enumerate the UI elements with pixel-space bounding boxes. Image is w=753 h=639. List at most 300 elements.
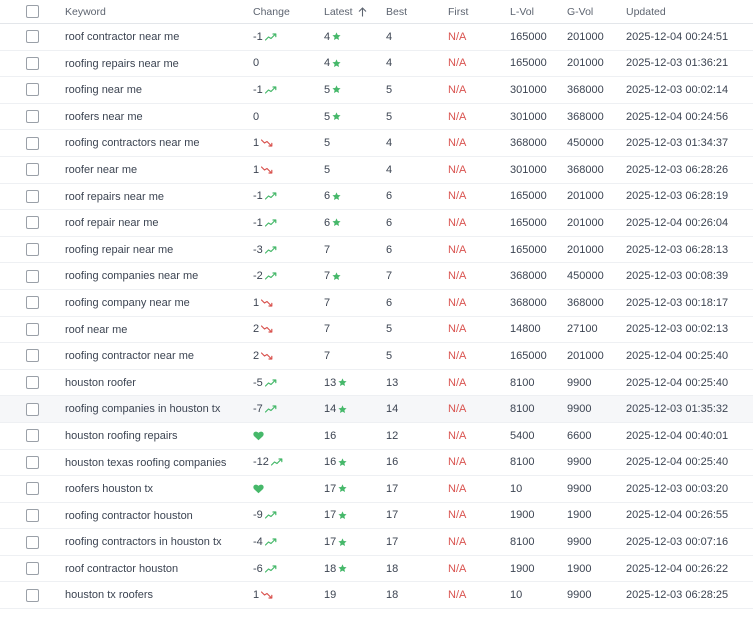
table-row[interactable] bbox=[0, 290, 753, 317]
change-cell bbox=[253, 290, 313, 316]
table-row[interactable] bbox=[0, 130, 753, 157]
header-keyword[interactable]: Keyword bbox=[65, 6, 106, 18]
best-cell: 16 bbox=[386, 456, 399, 469]
change-cell bbox=[253, 24, 313, 50]
first-cell: N/A bbox=[448, 57, 467, 70]
updated-cell: 2025-12-04 00:26:04 bbox=[626, 216, 729, 229]
latest-value: 5 bbox=[324, 83, 331, 96]
first-cell: N/A bbox=[448, 110, 467, 123]
first-cell: N/A bbox=[448, 429, 467, 442]
change-value: -2 bbox=[253, 270, 263, 283]
latest-cell bbox=[324, 104, 379, 130]
best-cell: 17 bbox=[386, 482, 399, 495]
keyword-cell[interactable]: roofing contractors near me bbox=[65, 137, 200, 150]
gvol-cell: 201000 bbox=[567, 30, 604, 43]
latest-cell bbox=[324, 263, 379, 289]
best-cell: 6 bbox=[386, 216, 393, 229]
change-value: 1 bbox=[253, 163, 260, 176]
latest-cell bbox=[324, 130, 379, 156]
trend-up-icon bbox=[271, 458, 283, 466]
keyword-cell[interactable]: houston tx roofers bbox=[65, 589, 154, 602]
change-value: -1 bbox=[253, 83, 263, 96]
latest-cell bbox=[324, 237, 379, 263]
keyword-cell[interactable]: roof repair near me bbox=[65, 217, 159, 230]
trend-down-icon bbox=[261, 166, 273, 174]
keyword-cell[interactable]: roof near me bbox=[65, 323, 128, 336]
latest-cell bbox=[324, 343, 379, 369]
best-cell: 5 bbox=[386, 83, 393, 96]
best-cell: 4 bbox=[386, 137, 393, 150]
latest-value: 17 bbox=[324, 509, 337, 522]
gvol-cell: 201000 bbox=[567, 216, 604, 229]
row-select-cell bbox=[26, 503, 42, 529]
star-icon bbox=[332, 59, 341, 68]
trend-down-icon bbox=[261, 325, 273, 333]
row-select-cell bbox=[26, 582, 42, 608]
star-icon bbox=[338, 484, 347, 493]
change-value: 0 bbox=[253, 57, 260, 70]
keyword-cell[interactable]: roofing contractor houston bbox=[65, 509, 193, 522]
first-cell: N/A bbox=[448, 456, 467, 469]
updated-cell: 2025-12-03 00:02:14 bbox=[626, 83, 729, 96]
star-icon bbox=[338, 538, 347, 547]
row-select-cell bbox=[26, 184, 42, 210]
updated-cell: 2025-12-03 00:07:16 bbox=[626, 536, 729, 549]
gvol-cell: 368000 bbox=[567, 163, 604, 176]
keyword-cell[interactable]: roofers houston tx bbox=[65, 483, 154, 496]
change-cell bbox=[253, 157, 313, 183]
gvol-cell: 201000 bbox=[567, 57, 604, 70]
star-icon bbox=[332, 85, 341, 94]
table-row[interactable] bbox=[0, 77, 753, 104]
updated-cell: 2025-12-04 00:26:22 bbox=[626, 562, 729, 575]
first-cell: N/A bbox=[448, 243, 467, 256]
trend-up-icon bbox=[265, 86, 277, 94]
first-cell: N/A bbox=[448, 83, 467, 96]
row-checkbox[interactable] bbox=[26, 562, 39, 575]
first-cell: N/A bbox=[448, 536, 467, 549]
best-cell: 13 bbox=[386, 376, 399, 389]
row-select-cell bbox=[26, 237, 42, 263]
updated-cell: 2025-12-03 00:02:13 bbox=[626, 323, 729, 336]
row-select-cell bbox=[26, 263, 42, 289]
star-icon bbox=[338, 378, 347, 387]
change-cell bbox=[253, 450, 313, 476]
change-value: -5 bbox=[253, 376, 263, 389]
change-cell bbox=[253, 529, 313, 555]
table-row[interactable] bbox=[0, 263, 753, 290]
latest-cell bbox=[324, 157, 379, 183]
best-cell: 14 bbox=[386, 403, 399, 416]
row-select-cell bbox=[26, 529, 42, 555]
star-icon bbox=[338, 458, 347, 467]
best-cell: 6 bbox=[386, 190, 393, 203]
updated-cell: 2025-12-04 00:26:55 bbox=[626, 509, 729, 522]
table-row[interactable] bbox=[0, 450, 753, 477]
table-row[interactable] bbox=[0, 582, 753, 609]
change-cell bbox=[253, 423, 313, 449]
latest-value: 7 bbox=[324, 323, 331, 336]
change-cell bbox=[253, 556, 313, 582]
latest-cell bbox=[324, 529, 379, 555]
keyword-cell[interactable]: roofing repair near me bbox=[65, 243, 174, 256]
star-icon bbox=[338, 564, 347, 573]
header-first[interactable]: First bbox=[448, 5, 469, 18]
row-checkbox[interactable] bbox=[26, 376, 39, 389]
trend-up-icon bbox=[265, 272, 277, 280]
trend-up-icon bbox=[265, 538, 277, 546]
keyword-cell[interactable]: roof repairs near me bbox=[65, 190, 165, 203]
latest-value: 18 bbox=[324, 562, 337, 575]
latest-value: 17 bbox=[324, 536, 337, 549]
lvol-cell: 165000 bbox=[510, 30, 547, 43]
best-cell: 4 bbox=[386, 163, 393, 176]
latest-value: 4 bbox=[324, 30, 331, 43]
row-checkbox[interactable] bbox=[26, 296, 39, 309]
row-select-cell bbox=[26, 450, 42, 476]
sort-ascending-icon bbox=[358, 7, 367, 17]
header-change[interactable]: Change bbox=[253, 5, 290, 18]
trend-up-icon bbox=[265, 405, 277, 413]
row-checkbox[interactable] bbox=[26, 30, 39, 43]
lvol-cell: 8100 bbox=[510, 536, 535, 549]
change-value: -9 bbox=[253, 509, 263, 522]
change-value: -3 bbox=[253, 243, 263, 256]
change-value: -12 bbox=[253, 456, 269, 469]
latest-value: 5 bbox=[324, 163, 331, 176]
lvol-cell: 10 bbox=[510, 482, 523, 495]
select-all-cell bbox=[26, 0, 42, 23]
best-cell: 6 bbox=[386, 243, 393, 256]
row-select-cell bbox=[26, 423, 42, 449]
latest-value: 7 bbox=[324, 296, 331, 309]
gvol-cell: 9900 bbox=[567, 376, 592, 389]
row-select-cell bbox=[26, 556, 42, 582]
best-cell: 18 bbox=[386, 589, 399, 602]
keyword-cell[interactable]: roof contractor houston bbox=[65, 562, 179, 575]
gvol-cell: 450000 bbox=[567, 270, 604, 283]
star-icon bbox=[338, 405, 347, 414]
header-lvol[interactable]: L-Vol bbox=[510, 5, 534, 18]
change-cell bbox=[253, 582, 313, 608]
gvol-cell: 368000 bbox=[567, 83, 604, 96]
change-value: -6 bbox=[253, 562, 263, 575]
table-row[interactable] bbox=[0, 529, 753, 556]
lvol-cell: 5400 bbox=[510, 429, 535, 442]
trend-up-icon bbox=[265, 511, 277, 519]
trend-down-icon bbox=[261, 139, 273, 147]
latest-value: 19 bbox=[324, 589, 337, 602]
row-checkbox[interactable] bbox=[26, 509, 39, 522]
latest-value: 7 bbox=[324, 243, 331, 256]
lvol-cell: 165000 bbox=[510, 349, 547, 362]
updated-cell: 2025-12-03 01:35:32 bbox=[626, 403, 729, 416]
table-row[interactable] bbox=[0, 370, 753, 397]
row-select-cell bbox=[26, 24, 42, 50]
gvol-cell: 450000 bbox=[567, 137, 604, 150]
row-checkbox[interactable] bbox=[26, 403, 39, 416]
change-value: -1 bbox=[253, 216, 263, 229]
keyword-cell[interactable]: roofers near me bbox=[65, 110, 143, 123]
latest-value: 16 bbox=[324, 456, 337, 469]
row-select-cell bbox=[26, 130, 42, 156]
keyword-cell[interactable]: roofing repairs near me bbox=[65, 57, 179, 70]
header-latest-label: Latest bbox=[324, 5, 353, 18]
updated-cell: 2025-12-04 00:24:51 bbox=[626, 30, 729, 43]
table-row[interactable] bbox=[0, 210, 753, 237]
latest-value: 16 bbox=[324, 429, 337, 442]
lvol-cell: 8100 bbox=[510, 403, 535, 416]
first-cell: N/A bbox=[448, 323, 467, 336]
row-select-cell bbox=[26, 343, 42, 369]
change-value: 1 bbox=[253, 296, 260, 309]
select-all-checkbox[interactable] bbox=[26, 5, 39, 18]
lvol-cell: 368000 bbox=[510, 137, 547, 150]
latest-value: 14 bbox=[324, 403, 337, 416]
latest-value: 13 bbox=[324, 376, 337, 389]
row-checkbox[interactable] bbox=[26, 456, 39, 469]
keyword-cell[interactable]: roofing companies in houston tx bbox=[65, 403, 221, 416]
best-cell: 4 bbox=[386, 30, 393, 43]
row-select-cell bbox=[26, 290, 42, 316]
best-cell: 17 bbox=[386, 536, 399, 549]
gvol-cell: 9900 bbox=[567, 536, 592, 549]
lvol-cell: 301000 bbox=[510, 110, 547, 123]
header-latest[interactable] bbox=[324, 0, 379, 23]
table-row[interactable] bbox=[0, 476, 753, 503]
lvol-cell: 165000 bbox=[510, 243, 547, 256]
latest-cell bbox=[324, 396, 379, 422]
row-checkbox[interactable] bbox=[26, 163, 39, 176]
first-cell: N/A bbox=[448, 190, 467, 203]
row-checkbox[interactable] bbox=[26, 243, 39, 256]
row-checkbox[interactable] bbox=[26, 137, 39, 150]
gvol-cell: 9900 bbox=[567, 456, 592, 469]
keyword-cell[interactable]: houston texas roofing companies bbox=[65, 456, 227, 469]
first-cell: N/A bbox=[448, 349, 467, 362]
row-checkbox[interactable] bbox=[26, 270, 39, 283]
row-select-cell bbox=[26, 77, 42, 103]
change-cell bbox=[253, 317, 313, 343]
trend-up-icon bbox=[265, 192, 277, 200]
header-best[interactable]: Best bbox=[386, 5, 408, 18]
star-icon bbox=[338, 511, 347, 520]
lvol-cell: 10 bbox=[510, 589, 523, 602]
best-cell: 12 bbox=[386, 429, 399, 442]
latest-value: 6 bbox=[324, 216, 331, 229]
updated-cell: 2025-12-03 06:28:25 bbox=[626, 589, 729, 602]
first-cell: N/A bbox=[448, 216, 467, 229]
table-row[interactable] bbox=[0, 396, 753, 423]
updated-cell: 2025-12-03 06:28:13 bbox=[626, 243, 729, 256]
keyword-cell[interactable]: houston roofer bbox=[65, 376, 136, 389]
updated-cell: 2025-12-03 00:03:20 bbox=[626, 482, 729, 495]
change-cell bbox=[253, 263, 313, 289]
table-row[interactable] bbox=[0, 343, 753, 370]
star-icon bbox=[332, 218, 341, 227]
lvol-cell: 165000 bbox=[510, 57, 547, 70]
row-checkbox[interactable] bbox=[26, 429, 39, 442]
latest-cell bbox=[324, 317, 379, 343]
table-row[interactable] bbox=[0, 423, 753, 450]
trend-up-icon bbox=[265, 33, 277, 41]
latest-value: 5 bbox=[324, 110, 331, 123]
table-row[interactable] bbox=[0, 51, 753, 78]
latest-cell bbox=[324, 503, 379, 529]
change-value: -1 bbox=[253, 190, 263, 203]
table-row[interactable] bbox=[0, 237, 753, 264]
latest-value: 17 bbox=[324, 482, 337, 495]
change-cell bbox=[253, 370, 313, 396]
star-icon bbox=[332, 32, 341, 41]
updated-cell: 2025-12-04 00:24:56 bbox=[626, 110, 729, 123]
lvol-cell: 301000 bbox=[510, 83, 547, 96]
row-checkbox[interactable] bbox=[26, 110, 39, 123]
row-select-cell bbox=[26, 317, 42, 343]
updated-cell: 2025-12-04 00:25:40 bbox=[626, 349, 729, 362]
heart-icon bbox=[253, 431, 264, 441]
updated-cell: 2025-12-03 06:28:19 bbox=[626, 190, 729, 203]
table-row[interactable] bbox=[0, 104, 753, 131]
change-cell bbox=[253, 130, 313, 156]
keyword-cell[interactable]: houston roofing repairs bbox=[65, 429, 178, 442]
first-cell: N/A bbox=[448, 589, 467, 602]
table-row[interactable] bbox=[0, 503, 753, 530]
first-cell: N/A bbox=[448, 482, 467, 495]
change-cell bbox=[253, 51, 313, 77]
row-checkbox[interactable] bbox=[26, 349, 39, 362]
keyword-cell[interactable]: roofing near me bbox=[65, 84, 143, 97]
first-cell: N/A bbox=[448, 403, 467, 416]
best-cell: 5 bbox=[386, 349, 393, 362]
best-cell: 7 bbox=[386, 270, 393, 283]
latest-cell bbox=[324, 184, 379, 210]
lvol-cell: 301000 bbox=[510, 163, 547, 176]
gvol-cell: 201000 bbox=[567, 190, 604, 203]
change-cell bbox=[253, 476, 313, 502]
table-row[interactable] bbox=[0, 157, 753, 184]
lvol-cell: 8100 bbox=[510, 376, 535, 389]
heart-icon bbox=[253, 484, 264, 494]
first-cell: N/A bbox=[448, 270, 467, 283]
row-checkbox[interactable] bbox=[26, 482, 39, 495]
gvol-cell: 9900 bbox=[567, 482, 592, 495]
trend-up-icon bbox=[265, 379, 277, 387]
row-select-cell bbox=[26, 104, 42, 130]
keyword-cell[interactable]: roof contractor near me bbox=[65, 31, 180, 43]
best-cell: 5 bbox=[386, 110, 393, 123]
updated-cell: 2025-12-03 01:34:37 bbox=[626, 137, 729, 150]
row-checkbox[interactable] bbox=[26, 190, 39, 203]
row-checkbox[interactable] bbox=[26, 216, 39, 229]
row-select-cell bbox=[26, 370, 42, 396]
gvol-cell: 6600 bbox=[567, 429, 592, 442]
gvol-cell: 1900 bbox=[567, 562, 592, 575]
row-checkbox[interactable] bbox=[26, 83, 39, 96]
row-checkbox[interactable] bbox=[26, 323, 39, 336]
latest-cell bbox=[324, 24, 379, 50]
lvol-cell: 1900 bbox=[510, 509, 535, 522]
lvol-cell: 14800 bbox=[510, 323, 541, 336]
table-row[interactable] bbox=[0, 317, 753, 344]
star-icon bbox=[332, 192, 341, 201]
best-cell: 6 bbox=[386, 296, 393, 309]
latest-value: 4 bbox=[324, 57, 331, 70]
lvol-cell: 8100 bbox=[510, 456, 535, 469]
keyword-cell[interactable]: roofing companies near me bbox=[65, 270, 199, 283]
updated-cell: 2025-12-03 06:28:26 bbox=[626, 163, 729, 176]
row-select-cell bbox=[26, 210, 42, 236]
trend-down-icon bbox=[261, 299, 273, 307]
table-row[interactable] bbox=[0, 24, 753, 51]
keyword-cell[interactable]: roofing contractor near me bbox=[65, 350, 195, 363]
trend-up-icon bbox=[265, 219, 277, 227]
latest-cell bbox=[324, 450, 379, 476]
latest-cell bbox=[324, 582, 379, 608]
best-cell: 5 bbox=[386, 323, 393, 336]
change-value: -7 bbox=[253, 403, 263, 416]
row-select-cell bbox=[26, 396, 42, 422]
row-select-cell bbox=[26, 51, 42, 77]
best-cell: 17 bbox=[386, 509, 399, 522]
keyword-cell[interactable]: roofing contractors in houston tx bbox=[65, 536, 222, 549]
updated-cell: 2025-12-04 00:25:40 bbox=[626, 376, 729, 389]
latest-cell bbox=[324, 290, 379, 316]
first-cell: N/A bbox=[448, 163, 467, 176]
change-value: 1 bbox=[253, 137, 260, 150]
keyword-cell[interactable]: roofing company near me bbox=[65, 296, 190, 309]
change-cell bbox=[253, 503, 313, 529]
first-cell: N/A bbox=[448, 30, 467, 43]
change-cell bbox=[253, 343, 313, 369]
header-updated[interactable]: Updated bbox=[626, 5, 666, 18]
latest-value: 7 bbox=[324, 270, 331, 283]
row-checkbox[interactable] bbox=[26, 589, 39, 602]
first-cell: N/A bbox=[448, 509, 467, 522]
first-cell: N/A bbox=[448, 137, 467, 150]
table-row[interactable] bbox=[0, 556, 753, 583]
gvol-cell: 9900 bbox=[567, 589, 592, 602]
lvol-cell: 368000 bbox=[510, 296, 547, 309]
gvol-cell: 201000 bbox=[567, 349, 604, 362]
table-body bbox=[0, 24, 753, 609]
keyword-cell[interactable]: roofer near me bbox=[65, 163, 138, 176]
trend-up-icon bbox=[265, 246, 277, 254]
change-value: 2 bbox=[253, 349, 260, 362]
table-row[interactable] bbox=[0, 184, 753, 211]
change-cell bbox=[253, 104, 313, 130]
lvol-cell: 165000 bbox=[510, 190, 547, 203]
updated-cell: 2025-12-03 00:18:17 bbox=[626, 296, 729, 309]
latest-value: 6 bbox=[324, 190, 331, 203]
row-checkbox[interactable] bbox=[26, 536, 39, 549]
first-cell: N/A bbox=[448, 376, 467, 389]
latest-cell bbox=[324, 370, 379, 396]
latest-cell bbox=[324, 556, 379, 582]
gvol-cell: 201000 bbox=[567, 243, 604, 256]
latest-cell bbox=[324, 77, 379, 103]
latest-cell bbox=[324, 476, 379, 502]
row-select-cell bbox=[26, 157, 42, 183]
row-checkbox[interactable] bbox=[26, 57, 39, 70]
change-cell bbox=[253, 184, 313, 210]
change-value: 0 bbox=[253, 110, 260, 123]
gvol-cell: 1900 bbox=[567, 509, 592, 522]
trend-down-icon bbox=[261, 591, 273, 599]
change-value: 1 bbox=[253, 589, 260, 602]
header-gvol[interactable]: G-Vol bbox=[567, 5, 594, 18]
first-cell: N/A bbox=[448, 562, 467, 575]
